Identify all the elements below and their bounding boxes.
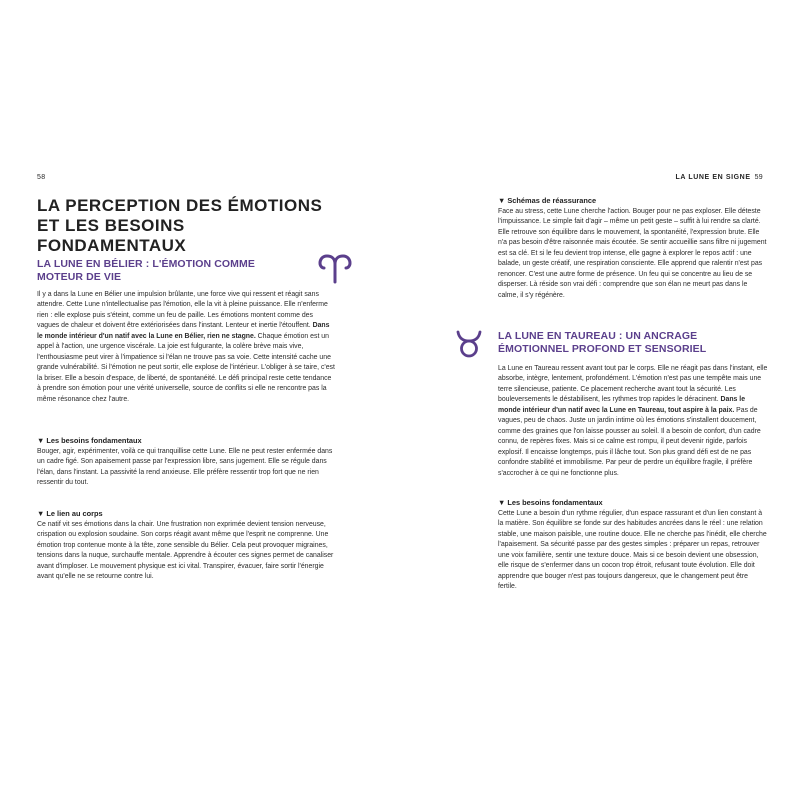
emphasis-text: Dans le monde intérieur d'un natif avec la Lune en Bélier, rien ne stagne. (37, 322, 330, 340)
section-intro-belier (37, 290, 337, 405)
subsection-text-besoins-belier: Bouger, agir, expérimenter, voilà ce qui tranquillise cette Lune. Elle ne peut rester enfermée dans un cadre figé. Son apaisement passe par l'expression libre, sans jugement. Elle se régule dans l'élan, dans l'instant. La passivité la rend anxieuse. Elle préfère ressentir trop fort que ne rien ressentir du tout. (37, 448, 333, 487)
page-number-right: 59 (754, 174, 763, 181)
intro-paragraph: Il y a dans la Lune en Bélier une impulsion brûlante, une force vive qui ressent et réagit sans attendre. Cette Lune n'intellectualise pas l'émotion, elle la vit à pleine puissance. Elle n'enferme rien : elle explose puis s'éteint, comme un feu de paille. Les émotions montent comme des vagues de chaleur et doivent être extériorisées dans l'instant. Lenteur et inertie l'étouffent. Dans le monde intérieur d'un natif avec la Lune en Bélier, rien ne stagne. Chaque émotion est un appel à l'action, une urgence viscérale. La joie est fulgurante, la colère brève mais vive, l'enthousiasme peut virer à l'impatience si l'élan ne trouve pas sa voie. Cette intensité cache une grande vulnérabilité. Si l'émotion ne peut sortir, elle explose de l'intérieur. L'obliger à se taire, c'est la briser. Elle a besoin d'espace, de liberté, de spontanéité. Le défi principal reste cette tendance à prendre son émotion pour une vérité universelle, source de conflits si elle ne rencontre pas la même résonance chez l'autre. (37, 291, 335, 403)
section-intro-taureau (498, 364, 768, 479)
subsection-heading-reassurance: ▼ Schémas de réassurance (498, 196, 597, 205)
section-title-taureau: LA LUNE EN TAUREAU : UN ANCRAGE ÉMOTIONNEL PROFOND ET SENSORIEL (498, 330, 707, 355)
subsection-heading-besoins-belier: ▼ Les besoins fondamentaux (37, 436, 142, 445)
emphasis-text: Dans le monde intérieur d'un natif avec la Lune en Taureau, tout aspire à la paix. (498, 396, 746, 414)
right-page (400, 0, 800, 800)
subsection-heading-corps: ▼ Le lien au corps (37, 509, 103, 518)
page-title: LA PERCEPTION DES ÉMOTIONS ET LES BESOINS FONDAMENTAUX (37, 196, 323, 255)
taurus-symbol-icon (456, 330, 482, 358)
section-title-belier: LA LUNE EN BÉLIER : L'ÉMOTION COMME MOTEUR DE VIE (37, 258, 255, 283)
subsection-text-corps: Ce natif vit ses émotions dans la chair. Une frustration non exprimée devient tension nerveuse, crispation ou explosion soudaine. Son corps réagit avant même que l'esprit ne comprenne. Une émotion trop contenue monte à la tête, zone sensible du Bélier. Cela peut provoquer migraines, tensions dans la nuque, surchauffe mentale. Apprendre à écouter ces signes permet de canaliser avant d'imploser. Le mouvement physique est ici vital. Transpirer, évacuer, faire sortir l'énergie avant qu'elle ne se retourne contre lui. (37, 521, 334, 581)
running-head-title: LA LUNE EN SIGNE (675, 174, 751, 181)
subsection-text-besoins-taureau: Cette Lune a besoin d'un rythme régulier, d'un espace rassurant et d'un lien constant à la matière. Son équilibre se fonde sur des habitudes ancrées dans le réel : une relation stable, une maison paisible, une routine douce. Elle ne cherche pas l'inédit, elle cherche l'apaisement. Sa sécurité passe par des gestes simples : préparer un repas, retrouver une voix familière, sentir une texture douce. Mais si ce besoin devient une obsession, elle risque de s'enfermer dans un cocon trop étroit, refusant toute évolution. Elle doit apprendre que bouger n'est pas toujours dangereux, que le changement peut être fertile. (498, 510, 767, 591)
aries-symbol-icon (317, 254, 353, 284)
subsection-heading-besoins-taureau: ▼ Les besoins fondamentaux (498, 498, 603, 507)
running-head (676, 174, 763, 181)
page-number-left: 58 (37, 174, 46, 181)
subsection-text-reassurance: Face au stress, cette Lune cherche l'action. Bouger pour ne pas exploser. Elle déteste l'impuissance. Le simple fait d'agir – même un petit geste – suffit à lui rendre sa clarté. Elle retrouve son équilibre dans le mouvement, la spontanéité, l'expression brute. Elle n'a pas besoin d'être raisonnée mais écoutée. Se sentir accueillie sans filtre ni jugement est sa clé. Et si le feu devient trop intense, elle gagne à explorer le repos actif : une balade, un geste créatif, une respiration consciente. Elle apprend que ralentir n'est pas renoncer. C'est une autre forme de présence. Un feu qui se concentre au lieu de se disperser. Là réside son vrai défi : comprendre que son élan ne meurt pas dans le calme, il s'y régénère. (498, 208, 767, 299)
intro-paragraph: La Lune en Taureau ressent avant tout par le corps. Elle ne réagit pas dans l'instant, elle absorbe, intègre, lentement, profondément. L'émotion n'est pas une tempête mais une terre silencieuse, patiente. Ce placement recherche avant tout la sécurité. Les bouleversements le déstabilisent, les rythmes trop rapides le déracinent. Dans le monde intérieur d'un natif avec la Lune en Taureau, tout aspire à la paix. Pas de vagues, peu de chaos. Juste un jardin intime où les émotions s'installent doucement, comme des graines que l'on laisse pousser au soleil. Il a besoin de confort, d'un cadre connu, de repères fixes. Mais si ce calme est rompu, il peut devenir rigide, parfois explosif. Il encaisse longtemps, puis il lâche tout. Son plus grand défi est de ne pas confondre stabilité et immobilisme. Par peur de perdre un équilibre fragile, il préfère s'accrocher à ce qui ne fonctionne plus. (498, 365, 768, 477)
